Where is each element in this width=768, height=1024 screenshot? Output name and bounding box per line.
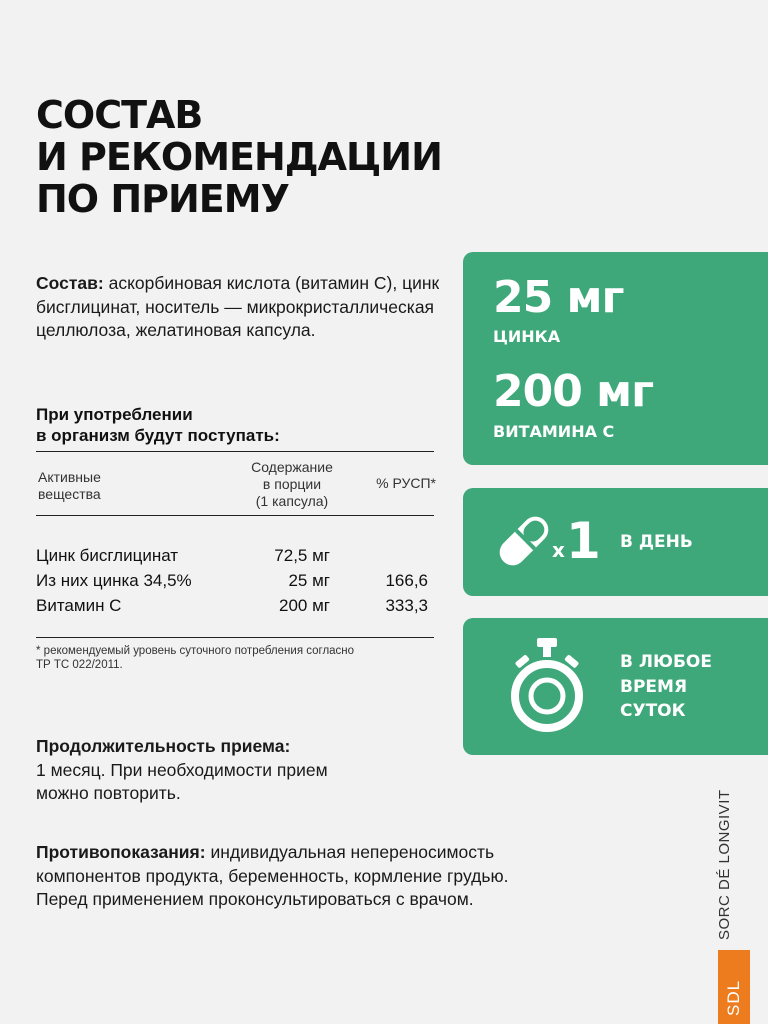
table-header-content [236,459,348,510]
contraindications-block [36,841,596,912]
zinc-label: ЦИНКА [493,327,561,346]
page-title-line: СОСТАВ [36,93,203,137]
table-top-divider [36,451,434,452]
contraindications-line: индивидуальная непереносимость [205,842,495,862]
footnote [36,644,436,672]
time-card [463,618,768,755]
composition-label: Состав: [36,273,104,293]
row-rdi: 333,3 [385,596,428,615]
time-label [620,650,712,724]
row-name: Цинк бисглицинат [36,546,179,565]
header-line: вещества [38,486,101,502]
header-line: в порции [262,476,322,492]
frequency-label [620,530,693,555]
usage-heading-line: в организм будут поступать: [36,426,280,445]
usage-heading [36,404,436,446]
table-header-divider [36,515,434,516]
time-label-line: ВРЕМЯ [620,676,688,697]
brand-logo [718,950,750,1024]
zinc-amount: 25 мг [493,272,624,323]
footnote-line: ТР ТС 022/2011. [36,659,123,671]
brand-logo-text: SDL [724,979,743,1016]
brand-name-text: SORC DÉ LONGIVIT [716,789,733,940]
table-row [36,544,434,568]
duration-heading: Продолжительность приема: [36,736,291,756]
frequency-count: 1 [566,512,601,570]
row-name: Витамин С [36,596,122,615]
page-title-line: ПО ПРИЕМУ [36,177,289,221]
time-label-line: СУТОК [620,701,686,721]
duration-line: можно повторить. [36,783,181,803]
header-line: Активные [38,469,101,485]
frequency-multiplier: x [552,538,565,562]
dose-card [463,252,768,465]
page-title-line: И РЕКОМЕНДАЦИИ [36,135,442,179]
table-header-substance [38,469,101,503]
composition-text: аскорбиновая кислота (витамин С), цинк бисглицинат, носитель — микрокристаллическая целлюлоза, желатиновая капсула. [36,273,440,340]
vitamin-c-amount: 200 мг [493,366,654,417]
time-label-line: В ЛЮБОЕ [620,652,712,672]
table-row [36,569,434,593]
stopwatch-icon [511,636,583,736]
table-row [36,594,434,618]
contraindications-first-line [36,841,596,865]
row-amount: 200 мг [279,596,330,615]
duration-line: 1 месяц. При необходимости прием [36,759,328,780]
usage-heading-line: При употреблении [36,405,193,424]
contraindications-line: компонентов продукта, беременность, кормление грудью. [36,865,509,886]
row-rdi: 166,6 [385,571,428,590]
frequency-label-text: В ДЕНЬ [620,532,693,552]
composition-paragraph [36,272,446,343]
header-line: Содержание [251,459,333,475]
contraindications-line: Перед применением проконсультироваться с врачом. [36,889,474,909]
capsule-icon [491,508,557,574]
footnote-line: * рекомендуемый уровень суточного потребления согласно [36,645,355,657]
header-line: (1 капсула) [255,493,329,509]
frequency-card [463,488,768,596]
table-header-rdi: % РУСП* [376,475,436,491]
contraindications-label: Противопоказания: [36,842,206,862]
vitamin-c-label: ВИТАМИНА С [493,422,615,441]
duration-block [36,735,436,806]
row-amount: 72,5 мг [274,546,330,565]
table-bottom-divider [36,637,434,638]
row-amount: 25 мг [288,571,330,590]
page-title [36,94,442,220]
row-name: Из них цинка 34,5% [36,571,192,590]
